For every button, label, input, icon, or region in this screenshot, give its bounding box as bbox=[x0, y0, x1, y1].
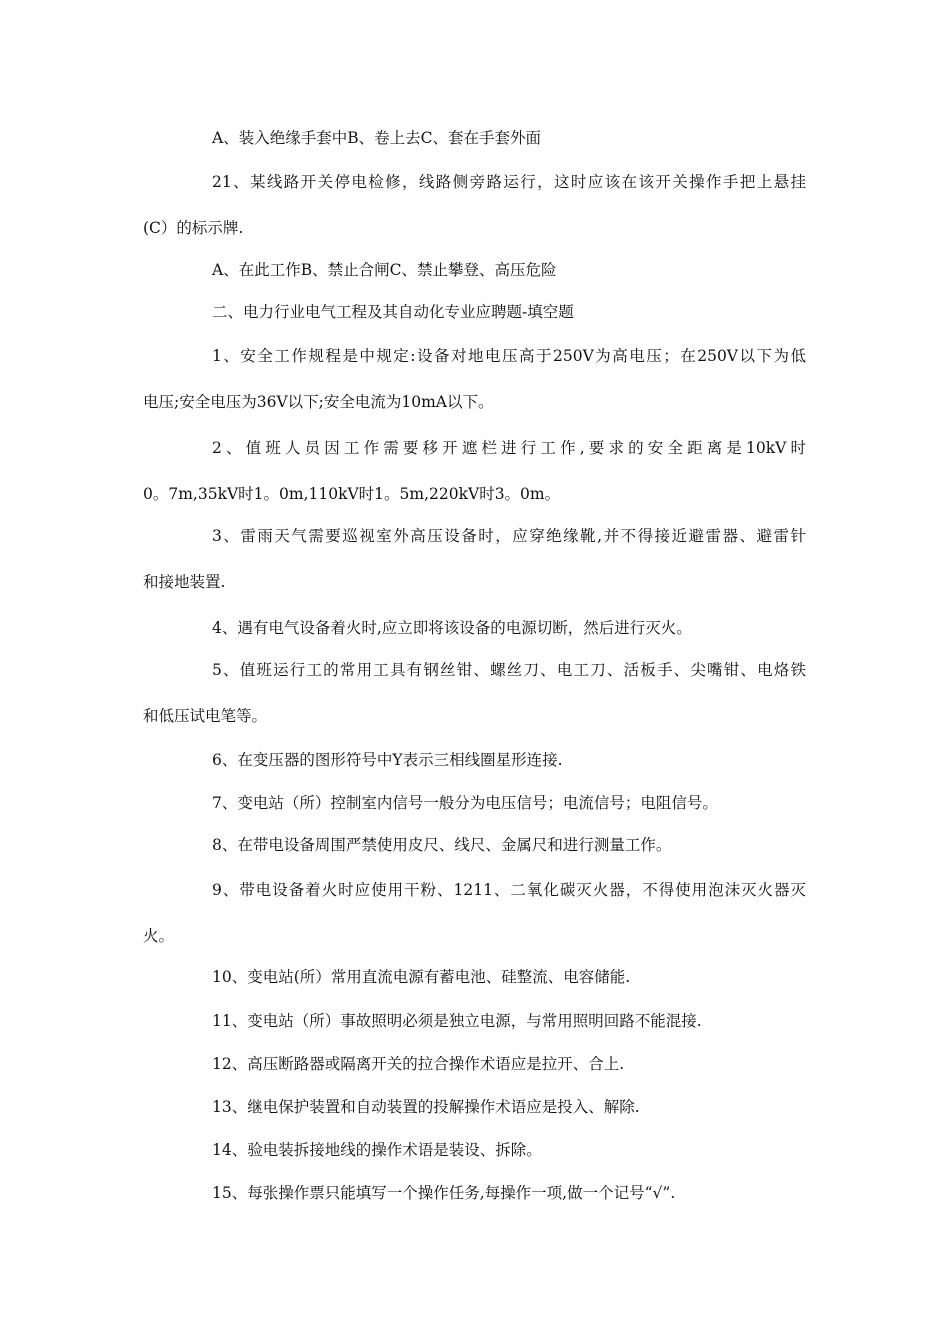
text-line: 9、带电设备着火时应使用干粉、1211、二氧化碳灭火器，不得使用泡沫灭火器灭 bbox=[212, 881, 806, 899]
text-line: 7、变电站（所）控制室内信号一般分为电压信号；电流信号；电阻信号。 bbox=[212, 794, 718, 812]
text-line: 0。7m,35kV时1。0m,110kV时1。5m,220kV时3。0m。 bbox=[143, 485, 561, 503]
text-line: 火。 bbox=[143, 927, 175, 945]
text-line: 8、在带电设备周围严禁使用皮尺、线尺、金属尺和进行测量工作。 bbox=[212, 836, 672, 854]
text-line: 3、雷雨天气需要巡视室外高压设备时，应穿绝缘靴,并不得接近避雷器、避雷针 bbox=[212, 527, 806, 545]
text-line: 和低压试电笔等。 bbox=[143, 707, 268, 725]
text-line: 和接地装置. bbox=[143, 573, 226, 591]
text-line: 15、每张操作票只能填写一个操作任务,每操作一项,做一个记号“√”. bbox=[212, 1184, 676, 1202]
text-line: 11、变电站（所）事故照明必须是独立电源，与常用照明回路不能混接. bbox=[212, 1012, 702, 1030]
text-line: 电压;安全电压为36V以下;安全电流为10mA以下。 bbox=[143, 393, 494, 411]
text-line: 12、高压断路器或隔离开关的拉合操作术语应是拉开、合上. bbox=[212, 1055, 625, 1073]
text-line: 21、某线路开关停电检修，线路侧旁路运行，这时应该在该开关操作手把上悬挂 bbox=[212, 173, 806, 191]
text-line: A、在此工作B、禁止合闸C、禁止攀登、高压危险 bbox=[212, 261, 557, 279]
text-line: 10、变电站(所）常用直流电源有蓄电池、硅整流、电容储能. bbox=[212, 968, 631, 986]
text-line: 4、遇有电气设备着火时,应立即将该设备的电源切断，然后进行灭火。 bbox=[212, 619, 692, 637]
text-line: 2、值班人员因工作需要移开遮栏进行工作,要求的安全距离是10kV时 bbox=[212, 439, 806, 457]
text-line: A、装入绝缘手套中B、卷上去C、套在手套外面 bbox=[212, 129, 541, 147]
text-line: 13、继电保护装置和自动装置的投解操作术语应是投入、解除. bbox=[212, 1098, 640, 1116]
text-line: (C）的标示牌. bbox=[143, 219, 244, 237]
text-line: 1、安全工作规程是中规定:设备对地电压高于250V为高电压；在250V以下为低 bbox=[212, 347, 806, 365]
text-line: 6、在变压器的图形符号中Y表示三相线圈星形连接. bbox=[212, 751, 563, 769]
text-line: 5、值班运行工的常用工具有钢丝钳、螺丝刀、电工刀、活板手、尖嘴钳、电烙铁 bbox=[212, 661, 806, 679]
text-line: 14、验电装拆接地线的操作术语是装设、拆除。 bbox=[212, 1141, 542, 1159]
section-heading: 二、电力行业电气工程及其自动化专业应聘题-填空题 bbox=[212, 303, 574, 321]
